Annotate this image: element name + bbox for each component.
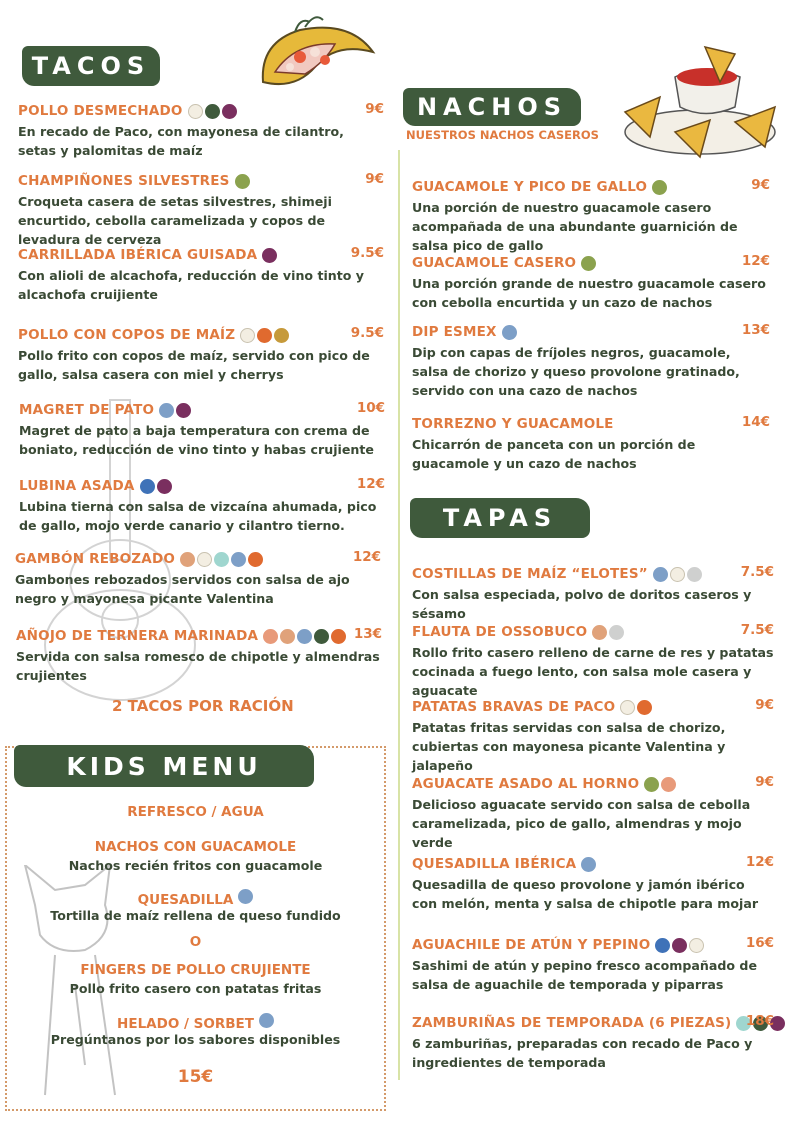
- item-name: AGUACATE ASADO AL HORNO: [412, 776, 640, 792]
- item-price: 13€: [741, 322, 770, 338]
- nachos-title: NACHOS: [416, 93, 568, 121]
- item-name: GUACAMOLE CASERO: [412, 255, 577, 271]
- item-name: DIP ESMEX: [412, 324, 497, 340]
- item-header: [18, 245, 384, 265]
- item-description: Sashimi de atún y pepino fresco acompañado de salsa de aguachile de temporada y piparras: [412, 958, 757, 992]
- kids-menu-box: [5, 746, 386, 1111]
- column-divider: [398, 150, 400, 1080]
- item-header: [18, 325, 384, 345]
- item-header: [18, 171, 384, 191]
- milk-icon: [502, 325, 517, 340]
- item-price: 9.5€: [350, 325, 384, 341]
- kids-banner: [14, 745, 314, 787]
- item-price: 9.5€: [350, 245, 384, 261]
- milk-icon: [653, 567, 668, 582]
- item-description: Croqueta casera de setas silvestres, shimeji encurtido, cebolla caramelizada y copos de levadura de cerveza: [18, 194, 332, 247]
- item-header: [412, 177, 770, 197]
- item-price: 7.5€: [740, 564, 774, 580]
- sulfite-icon: [176, 403, 191, 418]
- kids-price: 15€: [177, 1067, 214, 1087]
- tacos-item: [18, 171, 384, 249]
- item-price: 9€: [755, 697, 774, 713]
- item-price: 12€: [741, 253, 770, 269]
- item-price: 12€: [352, 549, 381, 565]
- tacos-item: [18, 101, 384, 160]
- kids-option-2-icons: [238, 889, 253, 904]
- sesame-icon: [609, 625, 624, 640]
- sulfite-icon: [262, 248, 277, 263]
- item-description: Magret de pato a baja temperatura con crema de boniato, reducción de vino tinto y habas crujiente: [19, 423, 374, 457]
- item-description: 6 zamburiñas, preparadas con recado de Paco y ingredientes de temporada: [412, 1036, 753, 1070]
- item-description: Una porción grande de nuestro guacamole casero con cebolla encurtida y un cazo de nachos: [412, 276, 766, 310]
- item-header: [19, 400, 385, 420]
- item-description: Chicarrón de panceta con un porción de guacamole y un cazo de nachos: [412, 437, 696, 471]
- allergen-icons: [240, 328, 289, 343]
- allergen-icons: [581, 857, 596, 872]
- nachos-subtitle: NUESTROS NACHOS CASEROS: [406, 128, 599, 142]
- item-name: AGUACHILE DE ATÚN Y PEPINO: [412, 937, 651, 953]
- tapas-item: [412, 1013, 774, 1072]
- item-name: COSTILLAS DE MAÍZ “ELOTES”: [412, 566, 648, 582]
- vegan-icon: [581, 256, 596, 271]
- allergen-icons: [581, 256, 596, 271]
- item-price: 16€: [745, 935, 774, 951]
- vegan-icon: [644, 777, 659, 792]
- nachos-item: [412, 177, 770, 255]
- wheat-icon: [280, 629, 295, 644]
- item-header: [15, 549, 381, 569]
- item-name: PATATAS BRAVAS DE PACO: [412, 699, 616, 715]
- milk-icon: [159, 403, 174, 418]
- item-name: AÑOJO DE TERNERA MARINADA: [16, 628, 259, 644]
- sulfite-icon: [672, 938, 687, 953]
- item-price: 10€: [356, 400, 385, 416]
- kids-option-1-name: NACHOS CON GUACAMOLE: [94, 839, 297, 855]
- wheat-icon: [592, 625, 607, 640]
- kids-drink: REFRESCO / AGUA: [127, 804, 264, 820]
- allergen-icons: [655, 938, 704, 953]
- milk-icon: [259, 1013, 274, 1028]
- allergen-icons: [263, 629, 346, 644]
- item-header: [412, 1013, 774, 1033]
- tacos-item: [19, 400, 385, 459]
- item-description: En recado de Paco, con mayonesa de cilantro, setas y palomitas de maíz: [18, 124, 344, 158]
- nachos-item: [412, 253, 770, 312]
- allergen-icons: [502, 325, 517, 340]
- item-price: 14€: [741, 414, 770, 430]
- item-description: Con alioli de alcachofa, reducción de vino tinto y alcachofa cruijiente: [18, 268, 365, 302]
- kids-option-2-label: QUESADILLA: [137, 892, 234, 908]
- item-price: 18€: [745, 1013, 774, 1029]
- sulfite-icon: [157, 479, 172, 494]
- mollusc-icon: [214, 552, 229, 567]
- item-header: [412, 697, 774, 717]
- item-description: Delicioso aguacate servido con salsa de cebolla caramelizada, pico de gallo, almendras y mojo verde: [412, 797, 751, 850]
- spicy-icon: [248, 552, 263, 567]
- item-price: 12€: [745, 854, 774, 870]
- milk-icon: [231, 552, 246, 567]
- item-header: [16, 626, 382, 646]
- allergen-icons: [140, 479, 172, 494]
- item-name: MAGRET DE PATO: [19, 402, 155, 418]
- wheat-icon: [180, 552, 195, 567]
- crust-icon: [274, 328, 289, 343]
- item-description: Servida con salsa romesco de chipotle y almendras crujientes: [16, 649, 380, 683]
- tacos-item: [15, 549, 381, 608]
- milk-icon: [297, 629, 312, 644]
- tacos-note: 2 TACOS POR RACIÓN: [112, 697, 294, 715]
- allergen-icons: [262, 248, 277, 263]
- nachos-item: [412, 414, 770, 473]
- tacos-item: [16, 626, 382, 685]
- nachos-item: [412, 322, 770, 400]
- item-description: Rollo frito casero relleno de carne de res y patatas cocinada a fuego lento, con salsa mole casera y aguacate: [412, 645, 774, 698]
- item-description: Pollo frito con copos de maíz, servido con pico de gallo, salsa casera con miel y cherrys: [18, 348, 370, 382]
- kids-option-3-name: FINGERS DE POLLO CRUJIENTE: [80, 962, 311, 978]
- kids-option-2-desc: Tortilla de maíz rellena de queso fundido: [50, 908, 341, 923]
- kids-or: O: [189, 934, 202, 950]
- sesame-icon: [687, 567, 702, 582]
- nachos-illustration: [615, 42, 780, 167]
- item-name: LUBINA ASADA: [19, 478, 135, 494]
- item-name: POLLO CON COPOS DE MAÍZ: [18, 327, 236, 343]
- kids-title: KIDS MENU: [66, 751, 262, 781]
- kids-dessert-icons: [259, 1013, 274, 1028]
- kids-dessert-label: HELADO / SORBET: [117, 1016, 254, 1032]
- item-description: Patatas fritas servidas con salsa de chorizo, cubiertas con mayonesa picante Valentina y jalapeño: [412, 720, 726, 773]
- kids-option-2-name: [5, 889, 386, 908]
- allergen-icons: [644, 777, 676, 792]
- item-name: FLAUTA DE OSSOBUCO: [412, 624, 588, 640]
- tacos-item: [18, 325, 384, 384]
- kids-dessert-name: [5, 1013, 386, 1032]
- egg-icon: [620, 700, 635, 715]
- item-description: Con salsa especiada, polvo de doritos caseros y sésamo: [412, 587, 752, 621]
- tapas-item: [412, 774, 774, 852]
- tapas-item: [412, 935, 774, 994]
- kids-dessert-desc: Pregúntanos por los sabores disponibles: [50, 1032, 341, 1047]
- item-header: [412, 414, 770, 434]
- item-price: 12€: [356, 476, 385, 492]
- egg-icon: [689, 938, 704, 953]
- tapas-item: [412, 854, 774, 913]
- item-name: GUACAMOLE Y PICO DE GALLO: [412, 179, 648, 195]
- allergen-icons: [188, 104, 237, 119]
- item-price: 9€: [365, 171, 384, 187]
- item-name: GAMBÓN REBOZADO: [15, 551, 176, 567]
- egg-icon: [188, 104, 203, 119]
- vegan-icon: [235, 174, 250, 189]
- item-name: ZAMBURIÑAS DE TEMPORADA (6 PIEZAS): [412, 1015, 732, 1031]
- item-name: CHAMPIÑONES SILVESTRES: [18, 173, 230, 189]
- kids-option-1-desc: Nachos recién fritos con guacamole: [68, 858, 323, 873]
- allergen-icons: [235, 174, 250, 189]
- item-description: Lubina tierna con salsa de vizcaína ahumada, pico de gallo, mojo verde canario y cilantro tierno.: [19, 499, 377, 533]
- item-price: 9€: [755, 774, 774, 790]
- item-name: QUESADILLA IBÉRICA: [412, 856, 577, 872]
- item-header: [412, 622, 774, 642]
- egg-icon: [240, 328, 255, 343]
- spicy-icon: [257, 328, 272, 343]
- tapas-title: TAPAS: [442, 504, 558, 532]
- item-header: [412, 322, 770, 342]
- nuts-icon: [205, 104, 220, 119]
- item-price: 9€: [365, 101, 384, 117]
- allergen-icons: [652, 180, 667, 195]
- item-header: [412, 564, 774, 584]
- fish-icon: [655, 938, 670, 953]
- allergen-icons: [592, 625, 624, 640]
- item-description: Una porción de nuestro guacamole casero acompañada de una abundante guarnición de salsa pico de gallo: [412, 200, 738, 253]
- egg-icon: [197, 552, 212, 567]
- item-header: [412, 854, 774, 874]
- allergen-icons: [620, 700, 652, 715]
- item-header: [412, 774, 774, 794]
- item-price: 7.5€: [740, 622, 774, 638]
- item-description: Dip con capas de fríjoles negros, guacamole, salsa de chorizo y queso provolone gratinado, servido con una cazo de nachos: [412, 345, 740, 398]
- nachos-banner: [403, 88, 581, 126]
- vegan-icon: [652, 180, 667, 195]
- taco-illustration: [255, 12, 385, 102]
- item-price: 9€: [751, 177, 770, 193]
- tapas-item: [412, 564, 774, 623]
- egg-icon: [670, 567, 685, 582]
- item-name: POLLO DESMECHADO: [18, 103, 183, 119]
- tapas-item: [412, 697, 774, 775]
- item-description: Quesadilla de queso provolone y jamón ibérico con melón, menta y salsa de chipotle para mojar: [412, 877, 759, 911]
- tapas-banner: [410, 498, 590, 538]
- tapas-item: [412, 622, 774, 700]
- tacos-banner: [22, 46, 160, 86]
- kids-option-3-desc: Pollo frito casero con patatas fritas: [69, 981, 322, 996]
- item-header: [412, 935, 774, 955]
- fish-icon: [140, 479, 155, 494]
- spicy-icon: [637, 700, 652, 715]
- allergen-icons: [653, 567, 702, 582]
- allergen-icons: [180, 552, 263, 567]
- milk-icon: [581, 857, 596, 872]
- sulfite-icon: [222, 104, 237, 119]
- milk-icon: [238, 889, 253, 904]
- item-price: 13€: [353, 626, 382, 642]
- item-description: Gambones rebozados servidos con salsa de ajo negro y mayonesa picante Valentina: [15, 572, 350, 606]
- item-header: [18, 101, 384, 121]
- allergen-icons: [159, 403, 191, 418]
- tacos-item: [19, 476, 385, 535]
- spicy-icon: [331, 629, 346, 644]
- nuts-icon: [314, 629, 329, 644]
- item-header: [19, 476, 385, 496]
- tacos-title: TACOS: [31, 52, 151, 80]
- item-header: [412, 253, 770, 273]
- celery-icon: [661, 777, 676, 792]
- item-name: TORREZNO Y GUACAMOLE: [412, 416, 614, 432]
- celery-icon: [263, 629, 278, 644]
- tacos-item: [18, 245, 384, 304]
- item-name: CARRILLADA IBÉRICA GUISADA: [18, 247, 258, 263]
